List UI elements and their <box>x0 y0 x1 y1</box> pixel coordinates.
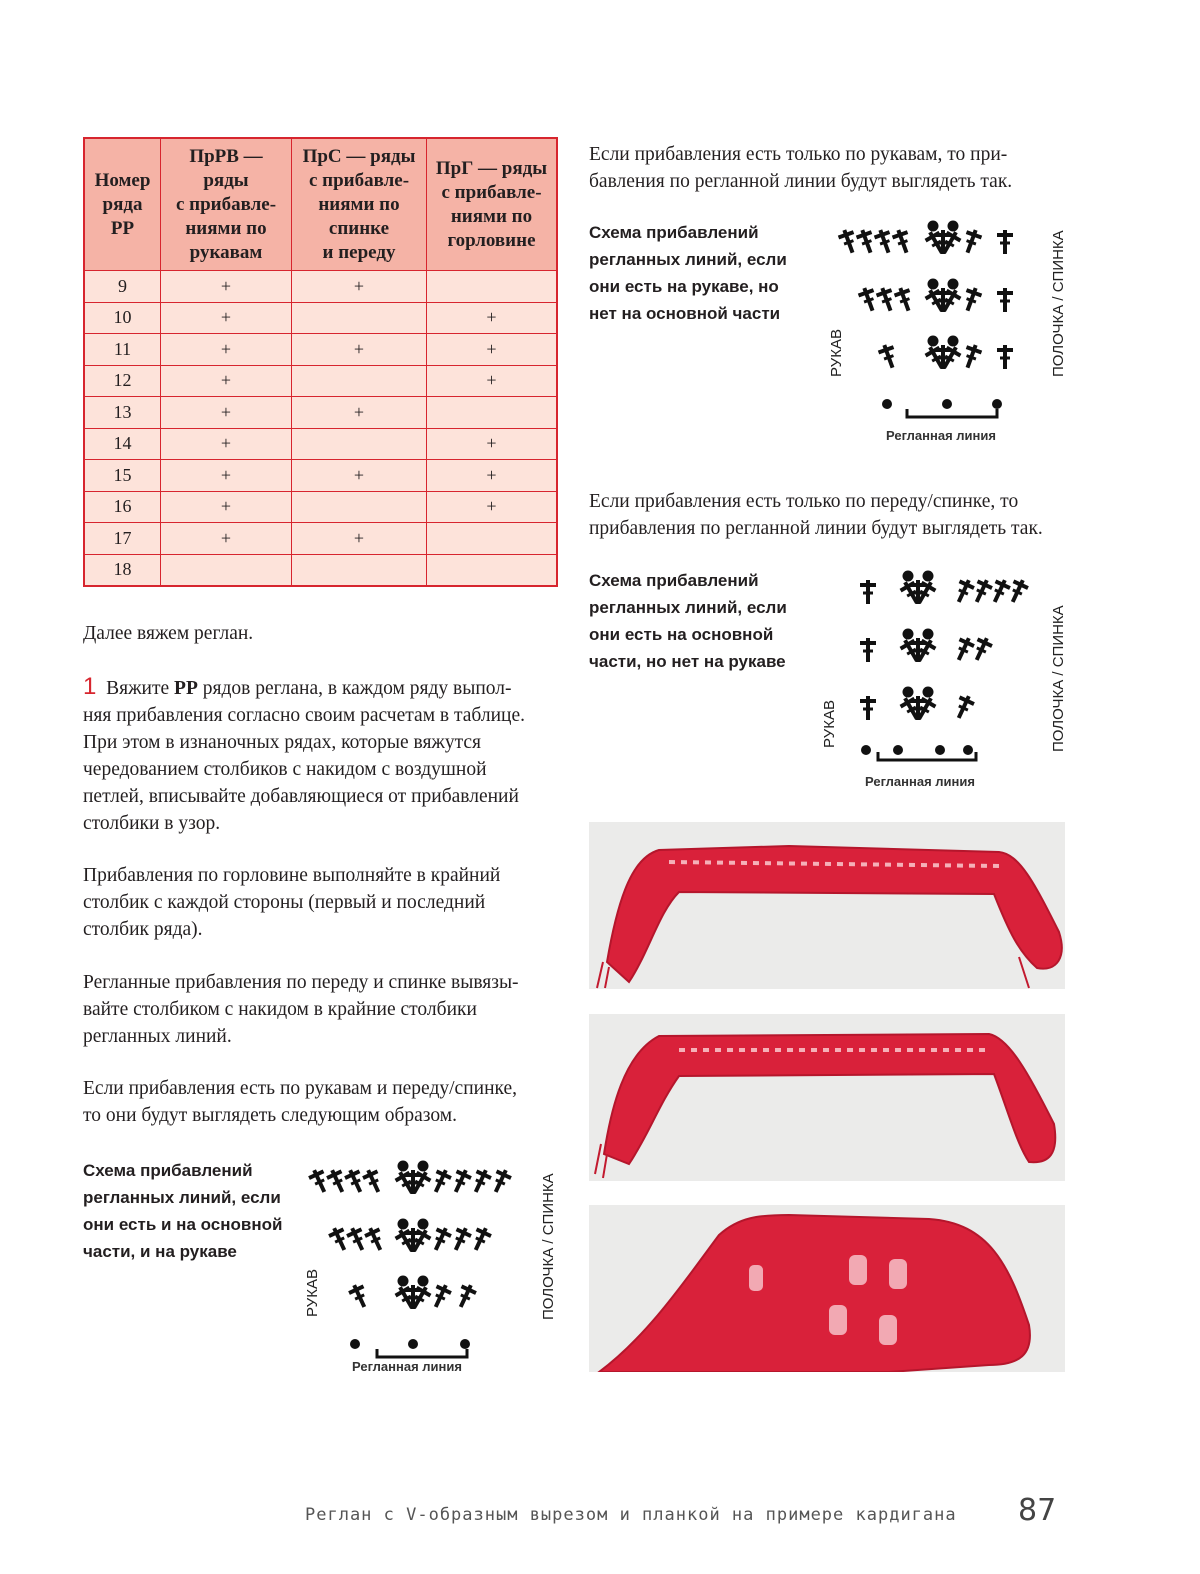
increase-mark-cell: + <box>161 365 292 397</box>
raglan-bracket-symbol <box>878 752 976 760</box>
chain-dot-symbol <box>948 336 959 347</box>
raglan-line-label: Регланная линия <box>886 428 996 443</box>
caption-both: Схема прибавлений регланных линий, если они есть и на основной части, и на рукаве <box>83 1161 283 1261</box>
increase-mark-cell: + <box>427 460 558 492</box>
caption-body-only: Схема прибавлений регланных линий, если они есть на основной части, но нет на рукаве <box>589 571 787 671</box>
crochet-piece-image <box>589 822 1065 989</box>
increase-mark-cell <box>292 302 427 334</box>
table-row <box>84 271 557 303</box>
increase-mark-cell <box>292 554 427 586</box>
increase-mark-cell: + <box>161 334 292 366</box>
chain-dot-symbol <box>418 1276 429 1287</box>
chain-dot-symbol <box>935 745 945 755</box>
double-crochet-symbol <box>877 342 900 370</box>
double-crochet-symbol <box>327 1225 352 1254</box>
increase-table <box>83 137 558 587</box>
double-crochet-symbol <box>1005 577 1030 606</box>
paragraph-both: Если прибавления есть по рукавам и переду/спинке, то они будут выглядеть следующим образом. <box>83 1078 518 1126</box>
double-crochet-symbol <box>951 635 976 664</box>
sleeve-label: РУКАВ <box>828 329 845 377</box>
increase-mark-cell: + <box>161 271 292 303</box>
page-number: 87 <box>1018 1493 1057 1528</box>
raglan-line-label: Регланная линия <box>865 774 975 789</box>
double-crochet-symbol <box>987 577 1012 606</box>
table-row <box>84 554 557 586</box>
double-crochet-symbol <box>488 1167 513 1196</box>
increase-mark-cell: + <box>427 302 558 334</box>
increase-mark-cell: + <box>292 397 427 429</box>
double-crochet-symbol <box>428 1282 453 1311</box>
table-row <box>84 460 557 492</box>
double-crochet-symbol <box>361 1167 386 1196</box>
chain-dot-symbol <box>903 571 914 582</box>
row-number-cell: 9 <box>84 271 161 303</box>
double-crochet-symbol <box>951 693 976 722</box>
chain-dot-symbol <box>992 399 1002 409</box>
double-crochet-symbol <box>307 1167 332 1196</box>
body-label: ПОЛОЧКА / СПИНКА <box>1050 605 1067 752</box>
diagram-body-only <box>818 568 1068 790</box>
photo-body-increase <box>589 1014 1065 1181</box>
chain-dot-symbol <box>418 1219 429 1230</box>
increase-mark-cell: + <box>161 302 292 334</box>
row-number-cell: 10 <box>84 302 161 334</box>
row-number-cell: 14 <box>84 428 161 460</box>
table-row <box>84 397 557 429</box>
double-crochet-symbol <box>997 345 1013 369</box>
row-number-cell: 13 <box>84 397 161 429</box>
chain-dot-symbol <box>963 745 973 755</box>
increase-mark-cell: + <box>427 334 558 366</box>
increase-mark-cell <box>292 365 427 397</box>
double-crochet-symbol <box>363 1225 388 1254</box>
increase-mark-cell <box>427 271 558 303</box>
row-number-cell: 18 <box>84 554 161 586</box>
sleeve-label: РУКАВ <box>304 1269 321 1317</box>
raglan-bracket-symbol <box>907 409 997 417</box>
double-crochet-symbol <box>951 577 976 606</box>
increase-mark-cell <box>427 397 558 429</box>
increase-mark-cell: + <box>292 271 427 303</box>
chain-dot-symbol <box>942 399 952 409</box>
col-header-row-number: Номер ряда РР <box>84 138 161 271</box>
chain-dot-symbol <box>350 1339 360 1349</box>
chain-dot-symbol <box>398 1276 409 1287</box>
double-crochet-symbol <box>448 1167 473 1196</box>
chain-dot-symbol <box>398 1161 409 1172</box>
increase-mark-cell: + <box>427 428 558 460</box>
double-crochet-symbol <box>468 1167 493 1196</box>
table-row <box>84 523 557 555</box>
increase-mark-cell: + <box>161 397 292 429</box>
increase-mark-cell: + <box>427 491 558 523</box>
crochet-closeup-image <box>589 1205 1065 1372</box>
double-crochet-symbol <box>997 288 1013 312</box>
diagram-both <box>295 1152 565 1377</box>
step-1: 1 Вяжите РР рядов реглана, в каждом ряду выпол- няя прибавления согласно своим расчетам в таблице. При этом в изнаночных рядах, которые вяжутся чередованием столбиков с накидом с воздушной петлей, вписывайте добавляющиеся от прибавлений столбики в узор. <box>83 673 525 834</box>
chain-dot-symbol <box>460 1339 470 1349</box>
chain-dot-symbol <box>928 221 939 232</box>
diagram-sleeve-only <box>825 212 1075 447</box>
photo-closeup <box>589 1205 1065 1372</box>
double-crochet-symbol <box>325 1167 350 1196</box>
double-crochet-symbol <box>997 230 1013 254</box>
running-footer-title: Реглан с V-образным вырезом и планкой на примере кардигана <box>305 1505 957 1525</box>
double-crochet-symbol <box>855 227 878 255</box>
caption-sleeve-only: Схема прибавлений регланных линий, если они есть на рукаве, но нет на основной части <box>589 223 787 323</box>
raglan-bracket-symbol <box>377 1349 467 1357</box>
increase-mark-cell: + <box>427 365 558 397</box>
body-label: ПОЛОЧКА / СПИНКА <box>540 1173 557 1320</box>
double-crochet-symbol <box>960 342 983 370</box>
double-crochet-symbol <box>893 285 916 313</box>
row-number-cell: 16 <box>84 491 161 523</box>
table-header-row <box>84 138 557 271</box>
chain-dot-symbol <box>948 221 959 232</box>
double-crochet-symbol <box>969 635 994 664</box>
crochet-piece-image <box>589 1014 1065 1181</box>
increase-mark-cell: + <box>161 428 292 460</box>
chain-dot-symbol <box>861 745 871 755</box>
paragraph-neckline: Прибавления по горловине выполняйте в крайний столбик с каждой стороны (первый и последний столбик ряда). <box>83 865 501 940</box>
table-row <box>84 334 557 366</box>
chain-dot-symbol <box>928 279 939 290</box>
table-row <box>84 302 557 334</box>
double-crochet-symbol <box>873 227 896 255</box>
double-crochet-symbol <box>857 285 880 313</box>
increase-mark-cell: + <box>292 523 427 555</box>
increase-mark-cell: + <box>161 460 292 492</box>
step-number: 1 <box>83 673 97 700</box>
row-number-cell: 17 <box>84 523 161 555</box>
row-number-cell: 15 <box>84 460 161 492</box>
double-crochet-symbol <box>345 1225 370 1254</box>
col-header-sleeve: ПрРВ — ряды с прибавле- ниями по рукавам <box>161 138 292 271</box>
chain-dot-symbol <box>903 687 914 698</box>
increase-mark-cell <box>161 554 292 586</box>
double-crochet-symbol <box>891 227 914 255</box>
increase-mark-cell <box>427 554 558 586</box>
table-row <box>84 428 557 460</box>
double-crochet-symbol <box>960 227 983 255</box>
double-crochet-symbol <box>347 1282 372 1311</box>
chain-dot-symbol <box>948 279 959 290</box>
chain-dot-symbol <box>923 629 934 640</box>
intro-text: Далее вяжем реглан. <box>83 623 254 644</box>
double-crochet-symbol <box>969 577 994 606</box>
col-header-neckline: ПрГ — ряды с прибавле- ниями по горловине <box>427 138 558 271</box>
chain-dot-symbol <box>928 336 939 347</box>
chain-dot-symbol <box>408 1339 418 1349</box>
increase-mark-cell: + <box>292 334 427 366</box>
increase-mark-cell: + <box>161 523 292 555</box>
double-crochet-symbol <box>860 696 876 720</box>
double-crochet-symbol <box>453 1282 478 1311</box>
chain-dot-symbol <box>418 1161 429 1172</box>
double-crochet-symbol <box>875 285 898 313</box>
double-crochet-symbol <box>837 227 860 255</box>
chain-dot-symbol <box>903 629 914 640</box>
double-crochet-symbol <box>343 1167 368 1196</box>
double-crochet-symbol <box>448 1225 473 1254</box>
row-number-cell: 12 <box>84 365 161 397</box>
increase-mark-cell <box>292 491 427 523</box>
increase-mark-cell <box>292 428 427 460</box>
double-crochet-symbol <box>860 580 876 604</box>
photo-sleeve-increase <box>589 822 1065 989</box>
chain-dot-symbol <box>923 571 934 582</box>
increase-mark-cell: + <box>161 491 292 523</box>
chain-dot-symbol <box>882 399 892 409</box>
paragraph-raglan: Регланные прибавления по переду и спинке вывязы- вайте столбиком с накидом в крайние столбики регланных линий. <box>83 972 519 1047</box>
double-crochet-symbol <box>428 1225 453 1254</box>
chain-dot-symbol <box>923 687 934 698</box>
table-row <box>84 491 557 523</box>
double-crochet-symbol <box>860 638 876 662</box>
table-row <box>84 365 557 397</box>
paragraph-sleeve-only: Если прибавления есть только по рукавам, то при- бавления по регланной линии будут выглядеть так. <box>589 144 1013 192</box>
row-number-cell: 11 <box>84 334 161 366</box>
sleeve-label: РУКАВ <box>821 700 838 748</box>
paragraph-body-only: Если прибавления есть только по переду/спинке, то прибавления по регланной линии будут выглядеть так. <box>589 491 1043 539</box>
raglan-line-label: Регланная линия <box>352 1359 462 1374</box>
body-label: ПОЛОЧКА / СПИНКА <box>1050 230 1067 377</box>
double-crochet-symbol <box>960 285 983 313</box>
double-crochet-symbol <box>428 1167 453 1196</box>
increase-mark-cell: + <box>292 460 427 492</box>
col-header-back-front: ПрС — ряды с прибавле- ниями по спинке и переду <box>292 138 427 271</box>
double-crochet-symbol <box>468 1225 493 1254</box>
chain-dot-symbol <box>398 1219 409 1230</box>
increase-mark-cell <box>427 523 558 555</box>
chain-dot-symbol <box>893 745 903 755</box>
